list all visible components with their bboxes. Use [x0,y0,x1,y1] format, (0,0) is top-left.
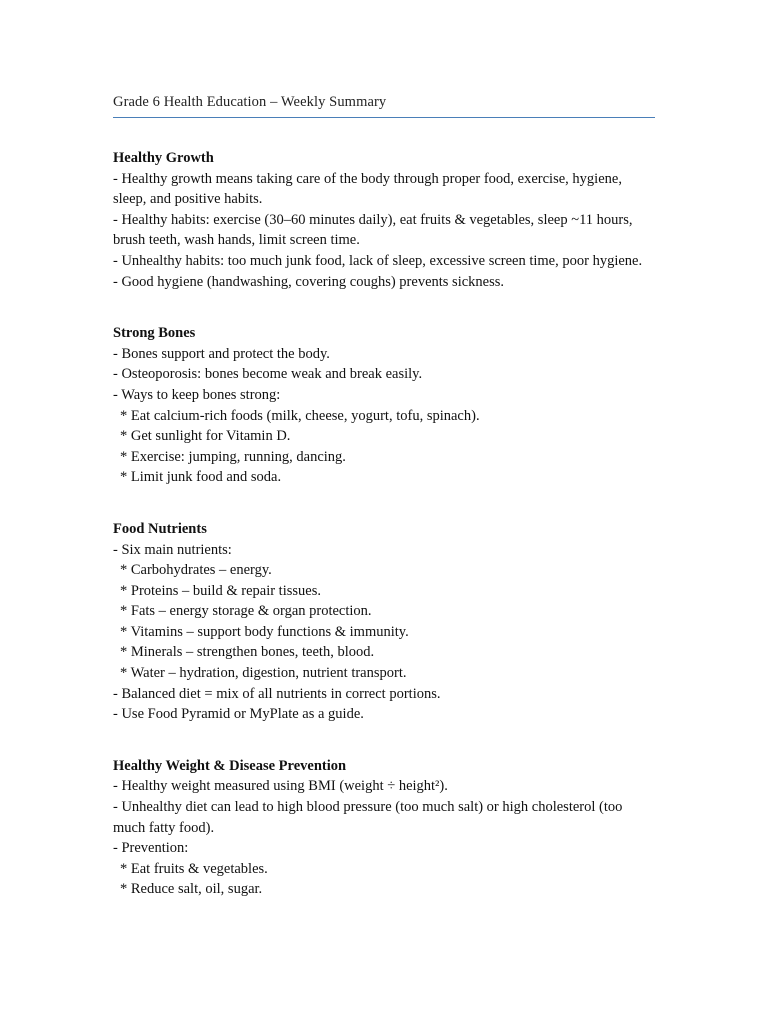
bullet-line: - Healthy weight measured using BMI (weight ÷ height²). [113,778,448,795]
sub-bullet-line: * Fats – energy storage & organ protection. [120,603,372,620]
bullet-line: - Prevention: [113,840,189,857]
section-healthy-growth [113,148,655,292]
sub-bullet-line: * Exercise: jumping, running, dancing. [120,448,346,465]
bullet-line: - Good hygiene (handwashing, covering coughs) prevents sickness. [113,273,505,290]
bullet-line: - Six main nutrients: [113,541,232,558]
sub-bullet-line: * Vitamins – support body functions & immunity. [120,623,409,640]
bullet-line: - Unhealthy diet can lead to high blood pressure (too much salt) or high cholesterol (too much fatty food). [113,799,627,836]
sub-bullet-line: * Limit junk food and soda. [120,469,282,486]
bullet-line: - Bones support and protect the body. [113,345,330,362]
section-title: Healthy Weight & Disease Prevention [113,757,347,774]
section-title: Strong Bones [113,325,196,342]
bullet-line: - Balanced diet = mix of all nutrients in correct portions. [113,685,441,702]
section-strong-bones [113,323,655,488]
document-body [113,148,655,931]
bullet-line: - Healthy habits: exercise (30–60 minutes daily), eat fruits & vegetables, sleep ~11 hours, brush teeth, wash hands, limit screen time. [113,211,637,249]
bullet-line: - Use Food Pyramid or MyPlate as a guide. [113,706,364,723]
document-header [113,93,655,118]
section-title: Food Nutrients [113,520,207,537]
sub-bullet-line: * Get sunlight for Vitamin D. [120,428,291,445]
sub-bullet-line: * Eat calcium-rich foods (milk, cheese, yogurt, tofu, spinach). [120,407,480,424]
sub-bullet-line: * Eat fruits & vegetables. [120,860,268,877]
section-food-nutrients [113,519,655,725]
document-title: Grade 6 Health Education – Weekly Summary [113,94,387,110]
bullet-line: - Ways to keep bones strong: [113,386,281,403]
bullet-line: - Osteoporosis: bones become weak and break easily. [113,366,423,383]
sub-bullet-line: * Water – hydration, digestion, nutrient transport. [120,665,407,682]
sub-bullet-line: * Reduce salt, oil, sugar. [120,881,263,898]
sub-bullet-line: * Minerals – strengthen bones, teeth, blood. [120,644,375,661]
bullet-line: - Healthy growth means taking care of the body through proper food, exercise, hygiene, sleep, and positive habits. [113,170,626,208]
section-title: Healthy Growth [113,150,214,166]
section-healthy-weight [113,756,655,900]
sub-bullet-line: * Proteins – build & repair tissues. [120,582,321,599]
sub-bullet-line: * Carbohydrates – energy. [120,562,272,579]
bullet-line: - Unhealthy habits: too much junk food, lack of sleep, excessive screen time, poor hygiene. [113,252,643,269]
